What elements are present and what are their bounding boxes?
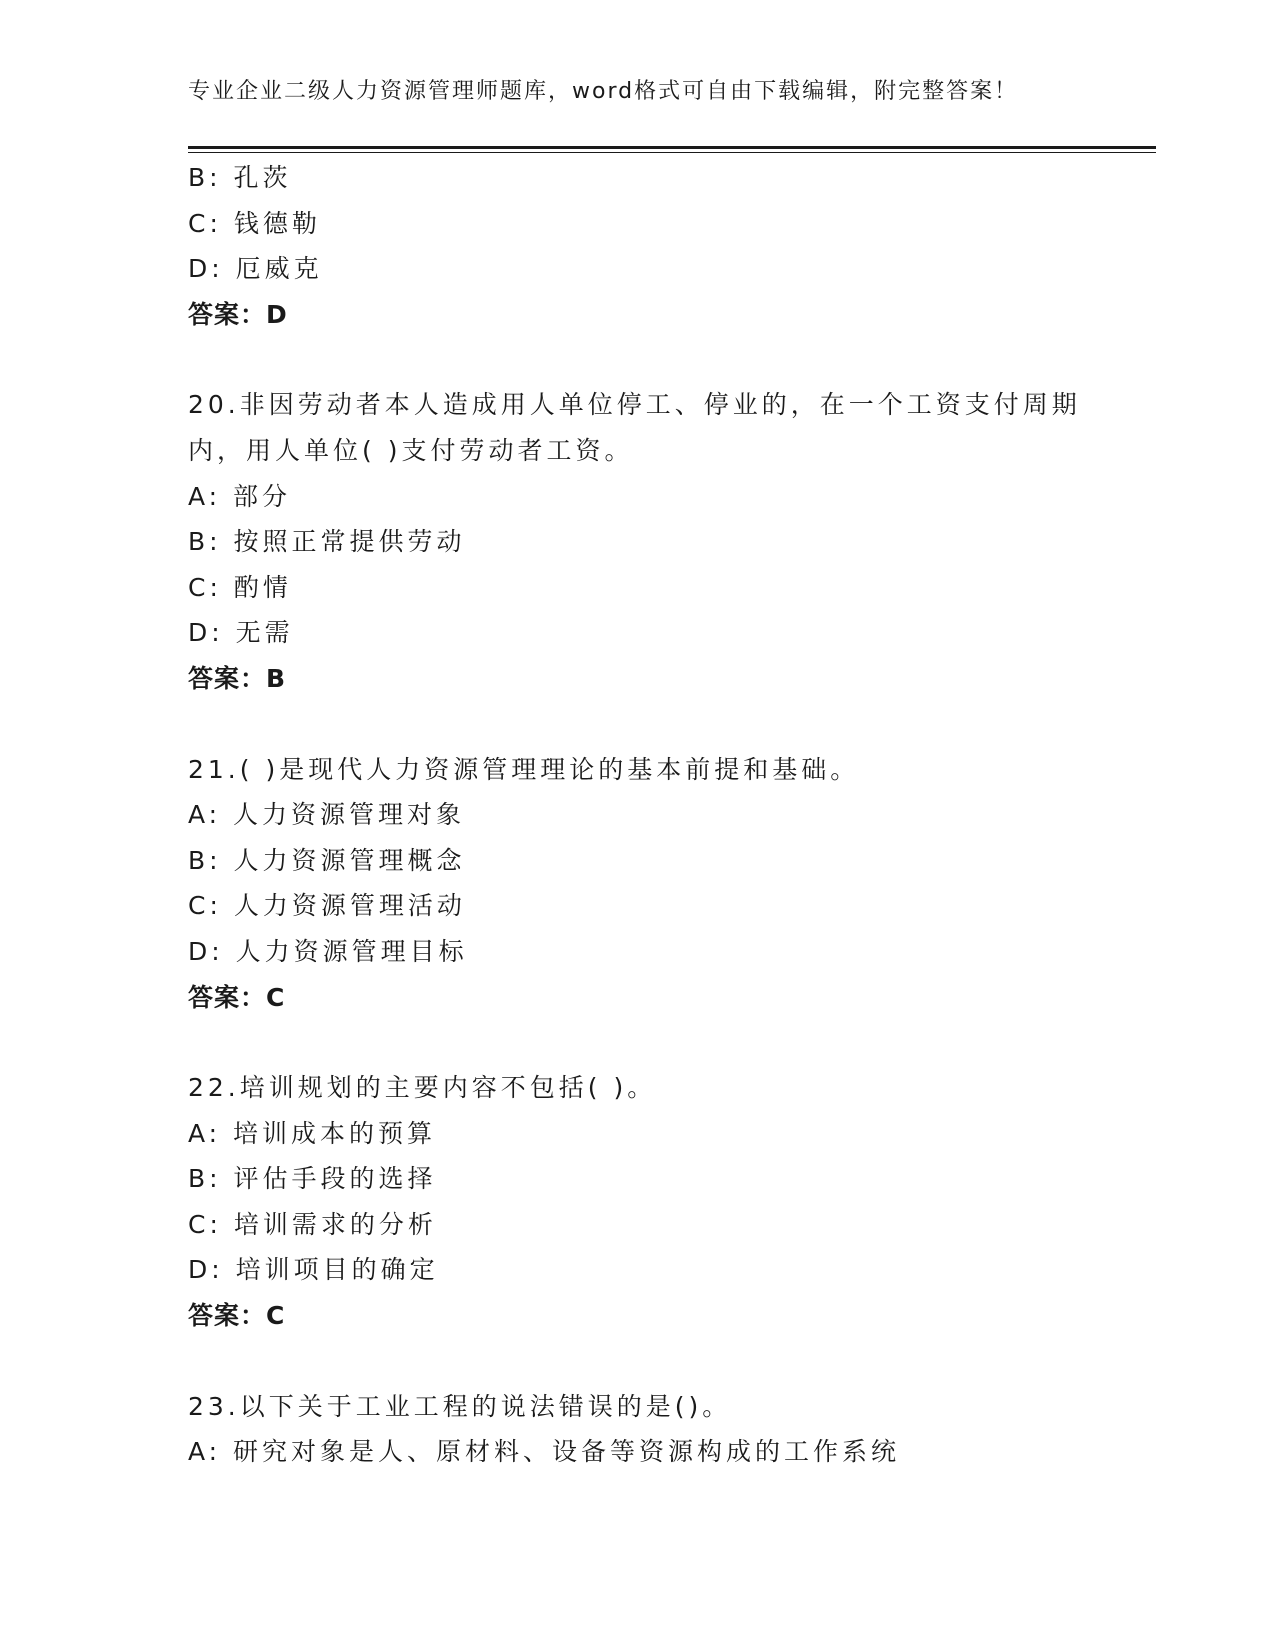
option-d: D: 培训项目的确定	[188, 1255, 439, 1285]
question-stem: 21.( )是现代人力资源管理理论的基本前提和基础。	[188, 754, 860, 784]
answer-line: 答案：C	[188, 982, 286, 1012]
spacer	[188, 702, 1156, 747]
page-header: 专业企业二级人力资源管理师题库，word格式可自由下载编辑，附完整答案！	[188, 79, 1019, 104]
question-stem: 内，用人单位( )支付劳动者工资。	[188, 435, 634, 465]
option-b: B: 孔茨	[188, 163, 292, 192]
option-b: B: 人力资源管理概念	[188, 845, 466, 875]
question-19-continuation	[188, 155, 1156, 337]
option-a: A: 培训成本的预算	[188, 1118, 437, 1148]
question-23	[188, 1384, 1156, 1475]
option-a: A: 人力资源管理对象	[188, 800, 466, 830]
spacer	[188, 1339, 1156, 1384]
answer-line: 答案：C	[188, 1301, 286, 1331]
option-d: D: 厄威克	[188, 254, 323, 284]
option-a: A: 部分	[188, 481, 292, 511]
answer-line: 答案：B	[188, 663, 287, 693]
spacer	[188, 1020, 1156, 1065]
option-d: D: 人力资源管理目标	[188, 936, 468, 966]
spacer	[188, 337, 1156, 382]
question-20	[188, 382, 1156, 701]
option-b: B: 按照正常提供劳动	[188, 527, 466, 557]
option-d: D: 无需	[188, 618, 294, 648]
option-c: C: 人力资源管理活动	[188, 891, 466, 921]
option-c: C: 酌情	[188, 572, 292, 602]
option-c: C: 钱德勒	[188, 208, 321, 238]
question-22	[188, 1065, 1156, 1339]
option-b: B: 评估手段的选择	[188, 1164, 437, 1194]
question-list	[188, 155, 1156, 1475]
question-stem: 22.培训规划的主要内容不包括( )。	[188, 1073, 657, 1103]
answer-line: 答案：D	[188, 299, 288, 329]
header-divider-thick	[188, 146, 1156, 149]
option-c: C: 培训需求的分析	[188, 1209, 437, 1239]
question-stem: 23.以下关于工业工程的说法错误的是()。	[188, 1391, 732, 1421]
question-stem: 20.非因劳动者本人造成用人单位停工、停业的，在一个工资支付周期	[188, 390, 1081, 420]
header-divider-thin	[188, 152, 1156, 153]
option-a: A: 研究对象是人、原材料、设备等资源构成的工作系统	[188, 1437, 901, 1467]
question-21	[188, 747, 1156, 1021]
